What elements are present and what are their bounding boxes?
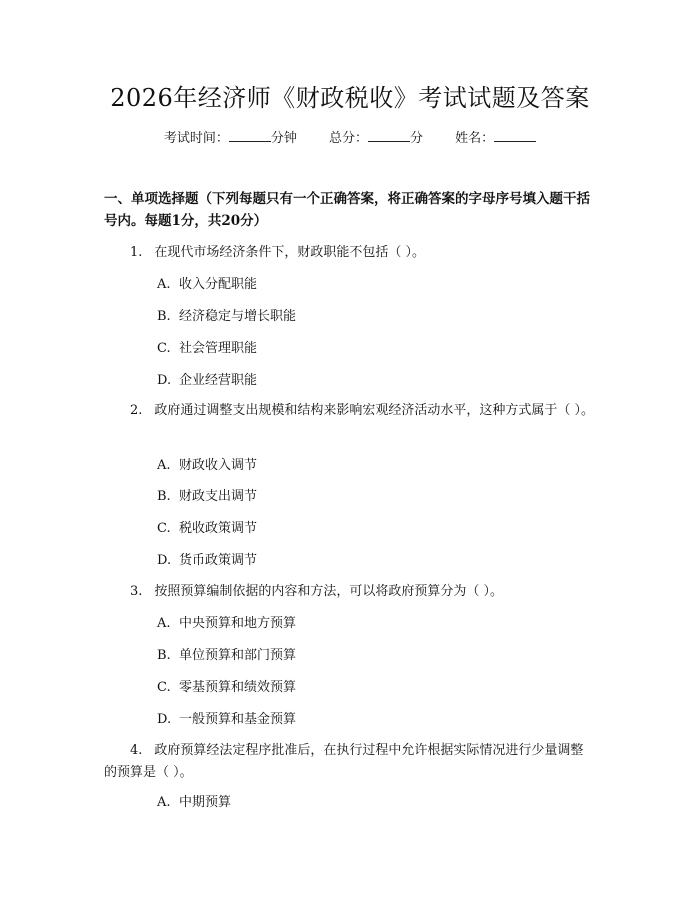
option-text: 企业经营职能 [179, 373, 258, 388]
option-text: 社会管理职能 [179, 341, 258, 356]
answer-option [157, 338, 257, 360]
option-text: 收入分配职能 [179, 277, 258, 292]
section-heading: 一、单项选择题（下列每题只有一个正确答案，将正确答案的字母序号填入题干括号内。每题1分，共20分） [104, 191, 590, 229]
option-text: 财政收入调节 [179, 458, 258, 473]
exam-time-field [164, 129, 297, 149]
question-number: 1. [130, 245, 143, 260]
name-field [455, 129, 536, 149]
answer-option [157, 455, 257, 477]
question-number: 3. [130, 584, 143, 599]
option-text: 中期预算 [179, 795, 232, 810]
page-title: 2026年经济师《财政税收》考试试题及答案 [110, 84, 590, 112]
question-text: 在现代市场经济条件下，财政职能不包括（ ）。 [154, 245, 426, 260]
option-letter: C. [157, 341, 171, 356]
score-label: 总分： [328, 131, 368, 146]
score-blank [368, 129, 410, 142]
answer-option [157, 306, 296, 328]
total-score-field [329, 129, 423, 149]
option-text: 货币政策调节 [179, 553, 258, 568]
option-text: 税收政策调节 [179, 521, 258, 536]
option-letter: B. [157, 489, 171, 504]
option-letter: A. [157, 795, 171, 810]
answer-option [157, 613, 296, 635]
answer-option [157, 677, 296, 699]
name-label: 姓名： [455, 131, 495, 146]
question-text: 政府预算经法定程序批准后，在执行过程中允许根据实际情况进行少量调整的预算是（ ）。 [104, 743, 584, 780]
question-number: 4. [130, 743, 143, 758]
option-text: 单位预算和部门预算 [179, 648, 297, 663]
question-stem [104, 740, 596, 784]
score-unit: 分 [410, 131, 424, 146]
option-letter: A. [157, 277, 171, 292]
time-label: 考试时间： [163, 131, 229, 146]
answer-option [157, 518, 257, 540]
answer-option [157, 792, 231, 814]
answer-option [157, 709, 296, 731]
answer-option [157, 645, 296, 667]
answer-option [157, 274, 257, 296]
option-letter: D. [157, 712, 172, 727]
option-text: 经济稳定与增长职能 [179, 309, 297, 324]
option-letter: A. [157, 458, 171, 473]
option-text: 财政支出调节 [179, 489, 258, 504]
option-letter: B. [157, 309, 171, 324]
option-text: 一般预算和基金预算 [179, 712, 297, 727]
option-letter: C. [157, 680, 171, 695]
option-letter: C. [157, 521, 171, 536]
answer-option [157, 370, 257, 392]
option-letter: A. [157, 616, 171, 631]
option-text: 中央预算和地方预算 [179, 616, 297, 631]
option-letter: D. [157, 553, 172, 568]
question-stem [104, 581, 596, 603]
answer-option [157, 550, 257, 572]
option-letter: D. [157, 373, 172, 388]
exam-info-line [0, 129, 700, 149]
option-text: 零基预算和绩效预算 [179, 680, 297, 695]
question-stem [104, 400, 596, 422]
time-unit: 分钟 [270, 131, 297, 146]
question-stem [104, 242, 596, 264]
answer-option [157, 486, 257, 508]
question-number: 2. [130, 403, 143, 418]
question-text: 政府通过调整支出规模和结构来影响宏观经济活动水平，这种方式属于（ ）。 [154, 403, 595, 418]
time-blank [229, 129, 271, 142]
option-letter: B. [157, 648, 171, 663]
name-blank [494, 129, 536, 142]
question-text: 按照预算编制依据的内容和方法，可以将政府预算分为（ ）。 [154, 584, 504, 599]
